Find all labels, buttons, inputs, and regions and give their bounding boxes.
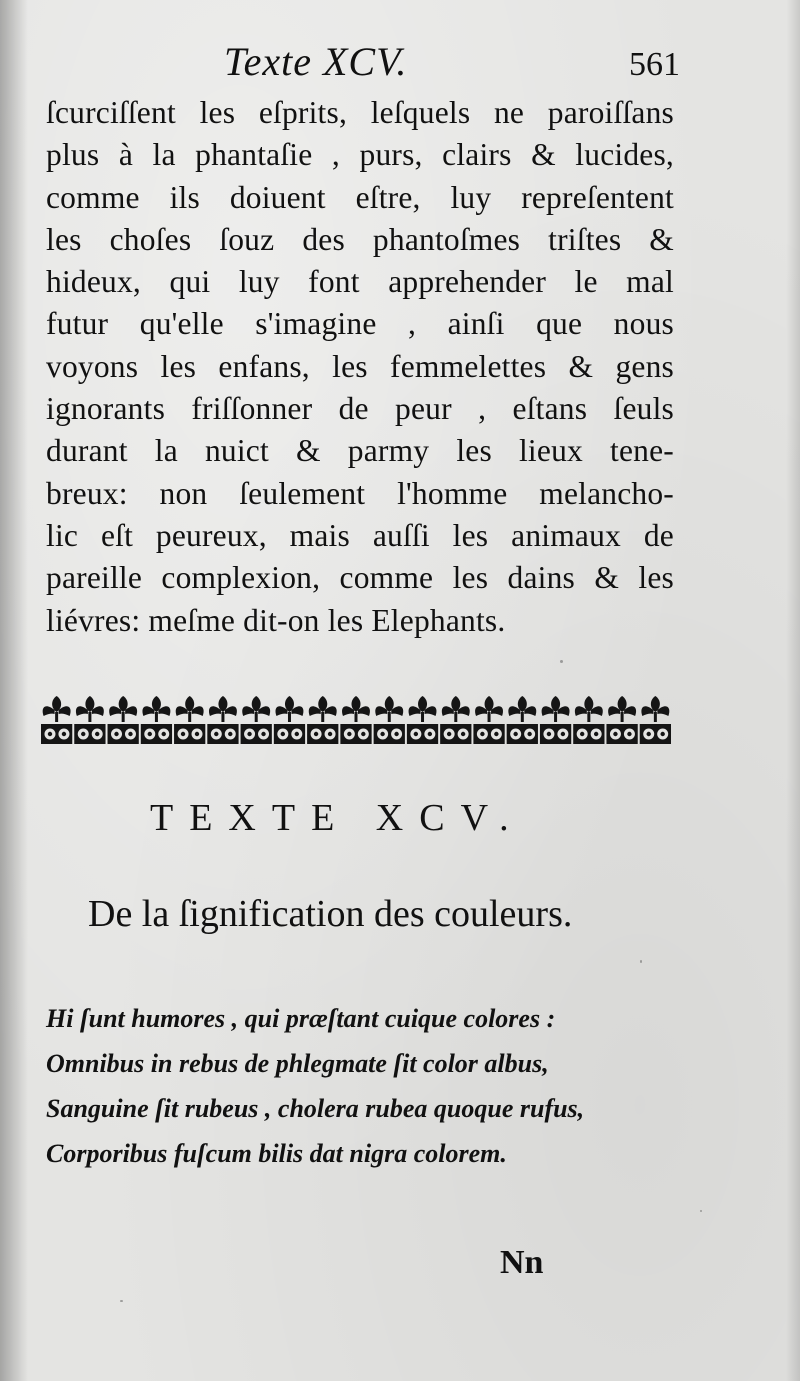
scroll-icon [540, 724, 571, 744]
fleuron-icon [76, 696, 104, 722]
scroll-icon [274, 724, 305, 744]
body-line: comme ils doiuent eſtre, luy repreſentent [46, 179, 674, 215]
body-line: pareille complexion, comme les dains & les [46, 560, 674, 596]
scroll-icon [573, 724, 604, 744]
fleuron-icon [575, 696, 603, 722]
scroll-icon [241, 724, 272, 744]
scroll-icon [41, 724, 72, 744]
fleuron-row [43, 696, 670, 722]
gutter-shadow [0, 0, 28, 1381]
fleuron-icon [409, 696, 437, 722]
fleuron-band-icon [40, 690, 672, 752]
fleuron-icon [641, 696, 669, 722]
fleuron-icon [43, 696, 71, 722]
scroll-icon [141, 724, 172, 744]
verse-line: Omnibus in rebus de phlegmate ſit color albus, [46, 1049, 549, 1078]
body-line: voyons les enfans, les femmelettes & gens [46, 348, 674, 384]
running-title: Texte XCV. [224, 39, 408, 84]
running-head [40, 38, 680, 88]
section-subtitle: De la ſignification des couleurs. [88, 893, 573, 935]
page-edge-shadow [786, 0, 800, 1381]
scroll-icon [507, 724, 538, 744]
scroll-icon [174, 724, 205, 744]
scroll-icon [440, 724, 471, 744]
paper-speck [700, 1210, 702, 1212]
scroll-border [41, 724, 671, 744]
body-line: breux: non ſeulement l'homme melancho- [46, 475, 674, 511]
verse-line: Sanguine ſit rubeus , cholera rubea quoque rufus, [46, 1094, 585, 1123]
verse-line: Corporibus fuſcum bilis dat nigra colorem. [46, 1139, 507, 1168]
section-heading: TEXTE XCV. [150, 797, 525, 839]
scroll-icon [307, 724, 338, 744]
scroll-icon [473, 724, 504, 744]
scroll-icon [640, 724, 671, 744]
paper-speck [120, 1300, 123, 1302]
latin-verse [46, 996, 658, 1176]
body-line: ſcurciſſent les eſprits, leſquels ne paroiſſans [46, 95, 674, 130]
body-line: liévres: meſme dit-on les Elephants. [46, 602, 506, 638]
body-line: futur qu'elle s'imagine , ainſi que nous [46, 306, 674, 342]
paper-speck [640, 960, 642, 963]
fleuron-icon [275, 696, 303, 722]
fleuron-icon [342, 696, 370, 722]
body-line: plus à la phantaſie , purs, clairs & lucides, [46, 137, 674, 173]
page-number: 561 [629, 46, 680, 83]
body-line: ignorants friſſonner de peur , eſtans ſeuls [46, 391, 674, 427]
scroll-icon [207, 724, 238, 744]
fleuron-icon [475, 696, 503, 722]
scroll-icon [74, 724, 105, 744]
scroll-icon [108, 724, 139, 744]
scroll-icon [374, 724, 405, 744]
body-text [46, 92, 674, 642]
scroll-icon [340, 724, 371, 744]
fleuron-icon [242, 696, 270, 722]
fleuron-icon [442, 696, 470, 722]
fleuron-icon [109, 696, 137, 722]
signature-mark: Nn [500, 1244, 544, 1281]
body-line: les choſes ſouz des phantoſmes triſtes & [46, 221, 674, 257]
scroll-icon [606, 724, 637, 744]
fleuron-icon [309, 696, 337, 722]
paper-speck [560, 660, 563, 663]
fleuron-icon [375, 696, 403, 722]
fleuron-icon [176, 696, 204, 722]
body-line: lic eſt peureux, mais auſſi les animaux de [46, 517, 674, 553]
fleuron-icon [542, 696, 570, 722]
fleuron-icon [142, 696, 170, 722]
fleuron-icon [608, 696, 636, 722]
fleuron-icon [209, 696, 237, 722]
scroll-icon [407, 724, 438, 744]
body-line: hideux, qui luy font apprehender le mal [46, 264, 674, 300]
verse-line: Hi ſunt humores , qui præſtant cuique colores : [46, 1004, 556, 1033]
fleuron-icon [508, 696, 536, 722]
body-line: durant la nuict & parmy les lieux tene- [46, 433, 674, 469]
